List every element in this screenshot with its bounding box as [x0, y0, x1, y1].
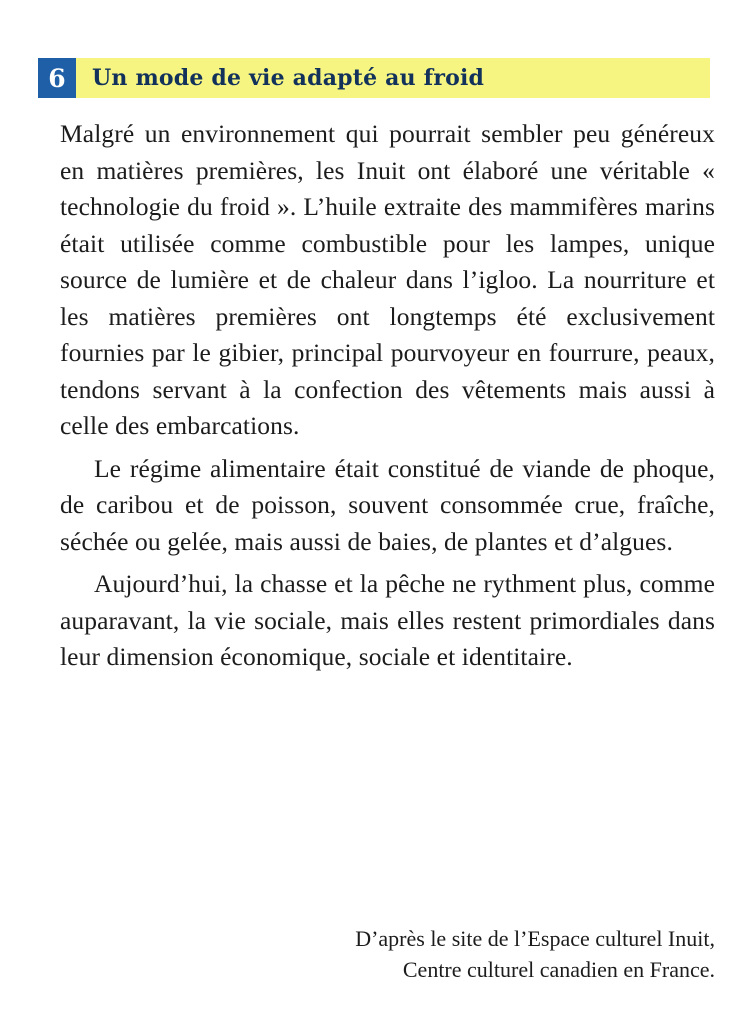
paragraph-1: Malgré un environnement qui pourrait sembler peu généreux en matières premières, les Inuit ont élaboré une véritable « technologie du froid ». L’huile extraite des mammifères marins était utilisée comme combustible pour les lampes, unique source de lumière et de chaleur dans l’igloo. La nourriture et les matières premières ont longtemps été exclusivement fournies par le gibier, principal pourvoyeur en fourrure, peaux, tendons servant à la confection des vêtements mais aussi à celle des embarcations. — [60, 119, 715, 440]
source-credit — [155, 923, 715, 985]
paragraph-3: Aujourd’hui, la chasse et la pêche ne rythment plus, comme auparavant, la vie sociale, mais elles restent primordiales dans leur dimension économique, sociale et identitaire. — [60, 569, 715, 671]
source-line-2: Centre culturel canadien en France. — [402, 957, 715, 982]
document-body — [60, 116, 715, 676]
source-line-1: D’après le site de l’Espace culturel Inuit, — [355, 926, 715, 951]
document-header — [38, 58, 710, 98]
page-title: Un mode de vie adapté au froid — [92, 65, 485, 91]
paragraph-2: Le régime alimentaire était constitué de viande de phoque, de caribou et de poisson, souvent consommée crue, fraîche, séchée ou gelée, mais aussi de baies, de plantes et d’algues. — [60, 453, 715, 556]
document-title-band — [76, 58, 710, 98]
document-number-badge: 6 — [38, 58, 76, 98]
